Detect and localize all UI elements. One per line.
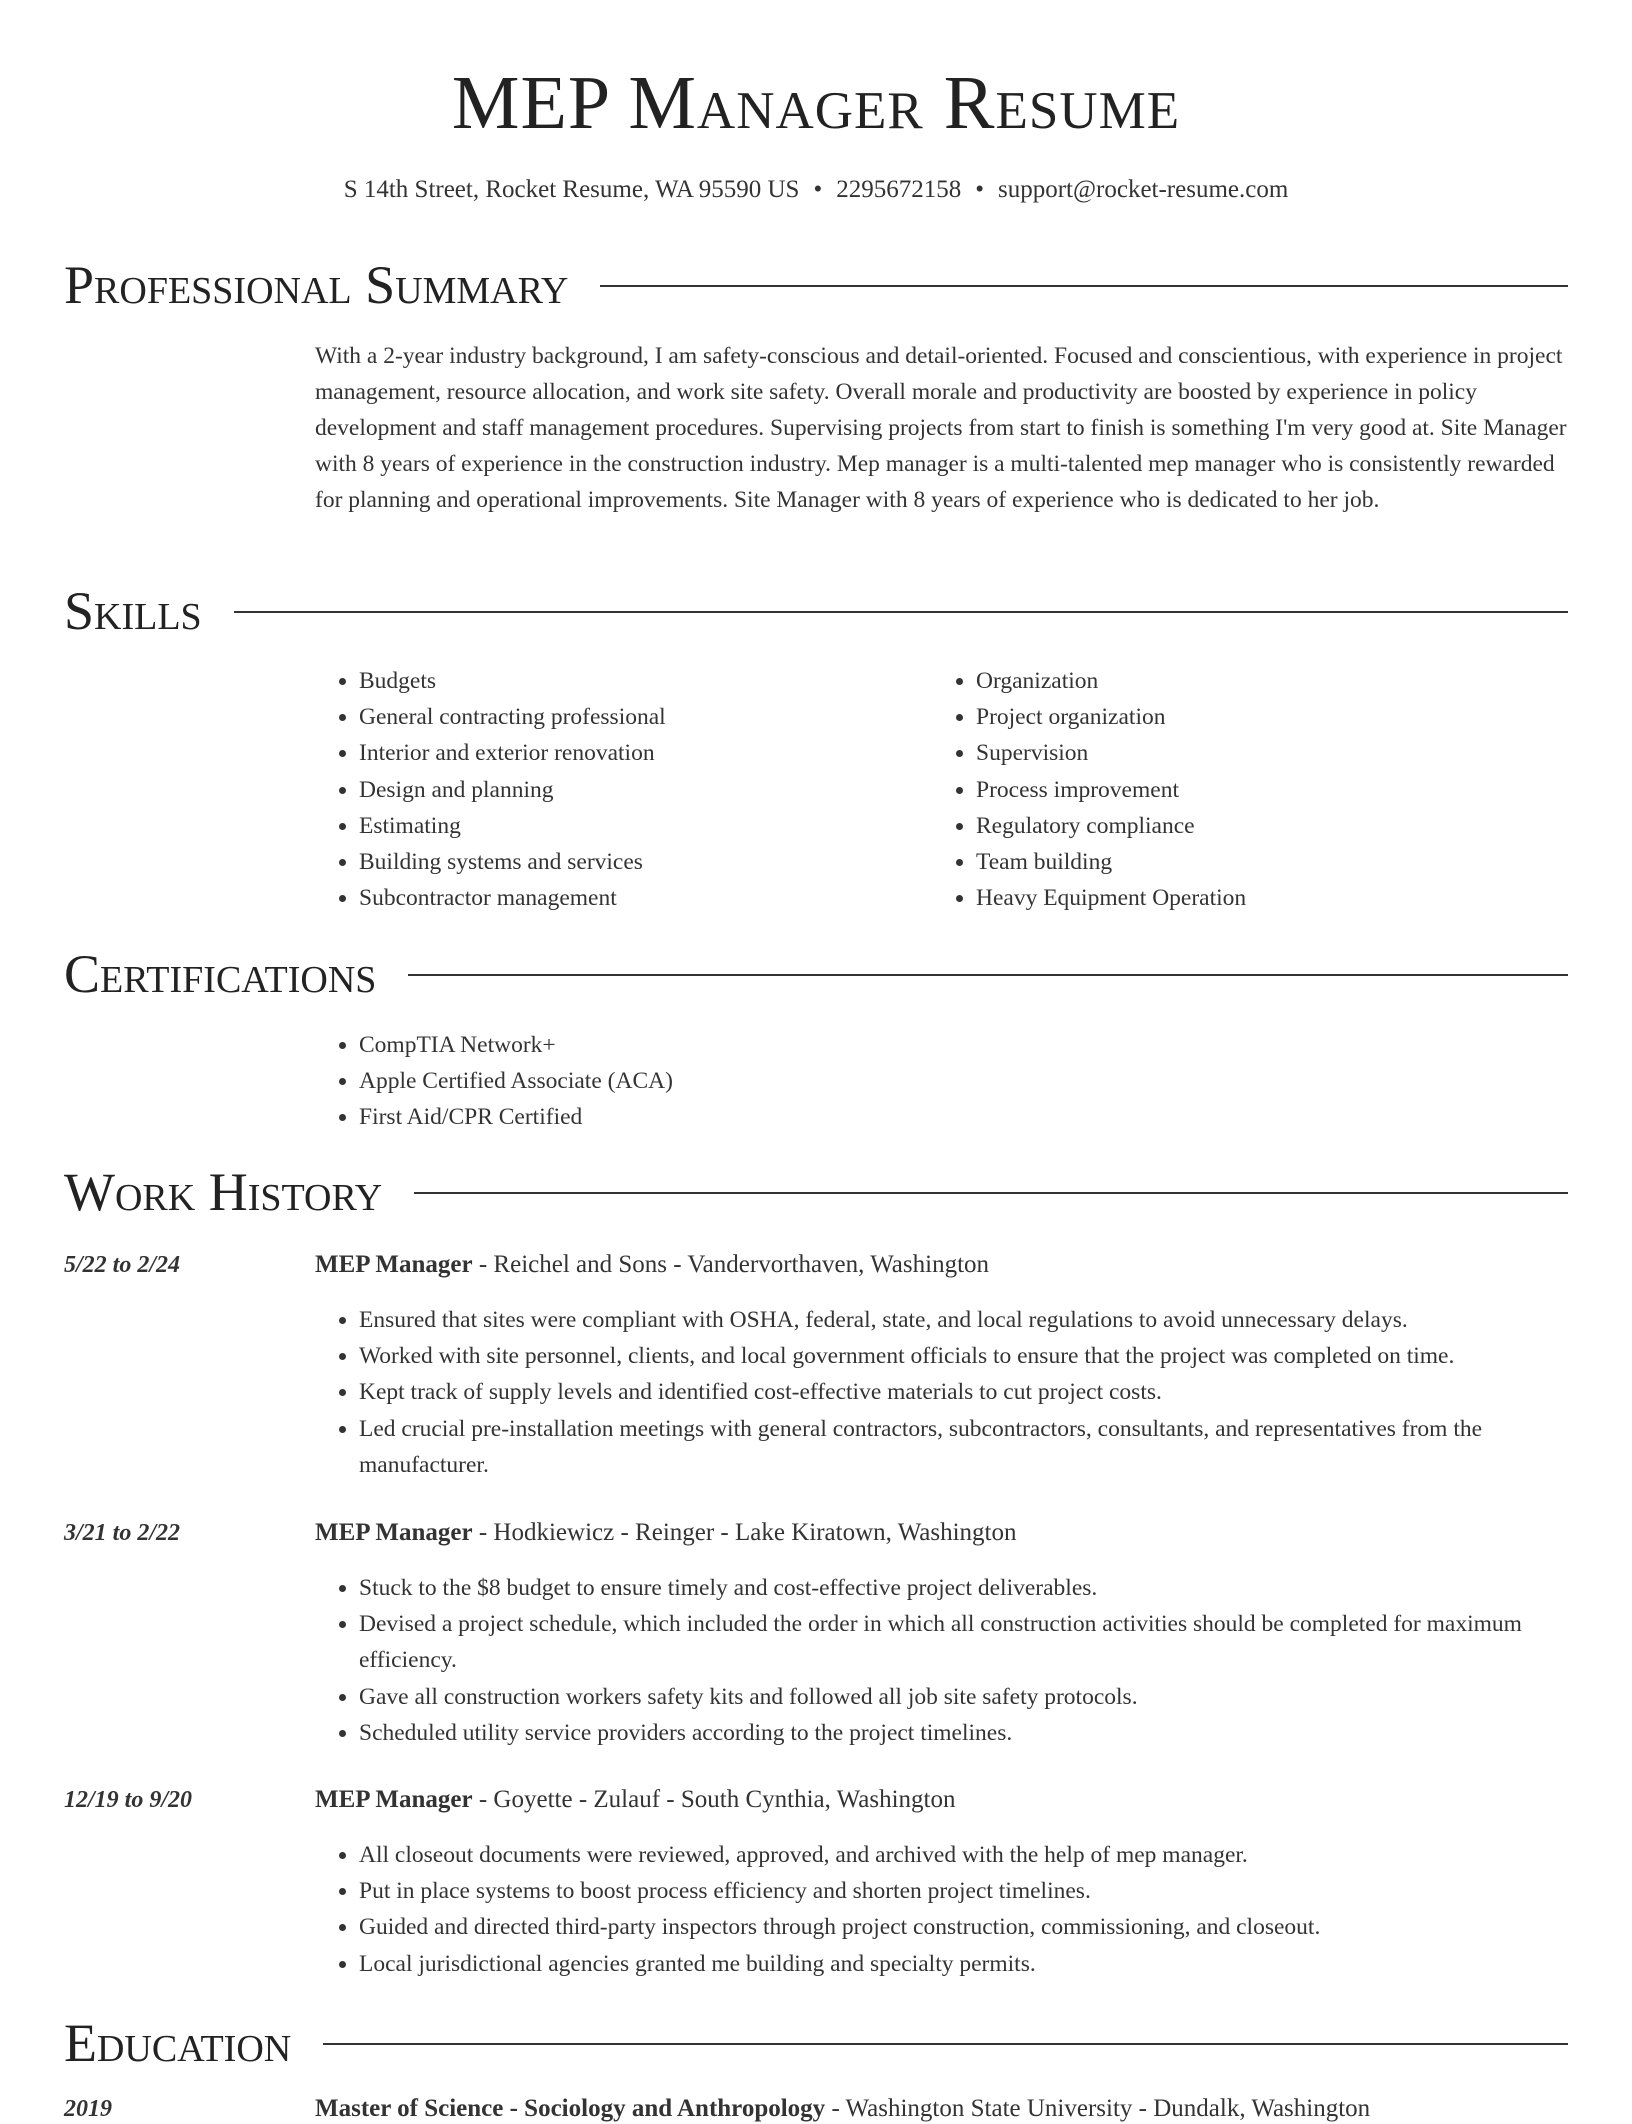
job-title: MEP Manager xyxy=(315,1251,473,1278)
skill-item: • Interior and exterior renovation xyxy=(359,735,915,771)
section-title-summary: Professional Summary xyxy=(64,255,569,315)
skill-item: • Budgets xyxy=(359,663,915,699)
job-duty-item: • Put in place systems to boost process efficiency and shorten project timelines. xyxy=(359,1873,1568,1909)
section-divider xyxy=(408,974,1568,976)
job-title: MEP Manager xyxy=(315,1519,473,1546)
section-title-skills: Skills xyxy=(64,581,202,641)
section-divider xyxy=(414,1192,1568,1194)
job-employer: - Hodkiewicz - Reinger - Lake Kiratown, Washington xyxy=(472,1519,1017,1546)
job-employer: - Goyette - Zulauf - South Cynthia, Washington xyxy=(472,1786,956,1813)
section-divider xyxy=(323,2043,1568,2045)
job-duty-item: • Devised a project schedule, which included the order in which all construction activities should be completed for maximum efficiency. xyxy=(359,1606,1568,1678)
skill-item: • Project organization xyxy=(976,699,1532,735)
section-header-certifications xyxy=(64,943,1568,1005)
section-header-education xyxy=(64,2012,1568,2074)
job-duty-item: • All closeout documents were reviewed, approved, and archived with the help of mep manager. xyxy=(359,1837,1568,1873)
section-divider xyxy=(600,285,1568,287)
contact-address: S 14th Street, Rocket Resume, WA 95590 US xyxy=(343,176,800,203)
summary-text: With a 2-year industry background, I am safety-conscious and detail-oriented. Focused and conscientious, with experience in project management, resource allocation, and work site safety. Overall morale and productivity are boosted by experience in policy development and staff management procedures. Supervising projects from start to finish is something I'm very good at. Site Manager with 8 years of experience in the construction industry. Mep manager is a multi-talented mep manager who is consistently rewarded for planning and operational improvements. Site Manager with 8 years of experience who is dedicated to her job. xyxy=(315,343,1567,513)
section-divider xyxy=(234,611,1568,613)
certification-item: • First Aid/CPR Certified xyxy=(359,1099,673,1135)
skills-list-right xyxy=(932,663,1532,916)
skill-item: • Supervision xyxy=(976,735,1532,771)
resume-title: MEP Manager Resume xyxy=(451,61,1181,145)
skill-item: • Heavy Equipment Operation xyxy=(976,880,1532,916)
job-duties-list xyxy=(315,1302,1568,1483)
job-heading xyxy=(315,1785,955,1815)
skills-column-right xyxy=(932,663,1532,916)
certifications-list xyxy=(315,1027,673,1136)
section-header-skills xyxy=(64,580,1568,642)
job-duties xyxy=(315,1837,1568,1982)
skills-column-left xyxy=(315,663,915,916)
job-heading xyxy=(315,1250,989,1280)
job-duty-item: • Guided and directed third-party inspectors through project construction, commissioning, and closeout. xyxy=(359,1909,1568,1945)
job-duties xyxy=(315,1302,1568,1483)
skills-list-left xyxy=(315,663,915,916)
job-duties-list xyxy=(315,1837,1568,1982)
job-duty-item: • Led crucial pre-installation meetings with general contractors, subcontractors, consultants, and representatives from the manufacturer. xyxy=(359,1411,1568,1483)
certification-item: • CompTIA Network+ xyxy=(359,1027,673,1063)
job-duty-item: • Kept track of supply levels and identified cost-effective materials to cut project costs. xyxy=(359,1374,1568,1410)
job-title: MEP Manager xyxy=(315,1786,473,1813)
skill-item: • Team building xyxy=(976,844,1532,880)
certification-item: • Apple Certified Associate (ACA) xyxy=(359,1063,673,1099)
section-header-work-history xyxy=(64,1161,1568,1223)
skill-item: • Design and planning xyxy=(359,772,915,808)
skill-item: • Process improvement xyxy=(976,772,1532,808)
job-duty-item: • Stuck to the $8 budget to ensure timely and cost-effective project deliverables. xyxy=(359,1570,1568,1606)
skill-item: • Regulatory compliance xyxy=(976,808,1532,844)
education-school: - Washington State University - Dundalk, Washington xyxy=(825,2095,1371,2122)
education-heading xyxy=(315,2094,1370,2124)
education-degree: Master of Science - Sociology and Anthropology xyxy=(315,2095,826,2122)
job-duty-item: • Worked with site personnel, clients, and local government officials to ensure that the project was completed on time. xyxy=(359,1338,1568,1374)
job-duty-item: • Ensured that sites were compliant with OSHA, federal, state, and local regulations to avoid unnecessary delays. xyxy=(359,1302,1568,1338)
education-year: 2019 xyxy=(64,2096,112,2122)
skill-item: • Building systems and services xyxy=(359,844,915,880)
job-dates: 5/22 to 2/24 xyxy=(64,1252,181,1278)
section-title-certifications: Certifications xyxy=(64,944,377,1004)
contact-separator: • xyxy=(813,176,823,203)
job-dates: 3/21 to 2/22 xyxy=(64,1520,181,1546)
contact-separator: • xyxy=(975,176,984,203)
skill-item: • General contracting professional xyxy=(359,699,915,735)
job-duty-item: • Gave all construction workers safety kits and followed all job site safety protocols. xyxy=(359,1679,1568,1715)
skill-item: • Estimating xyxy=(359,808,915,844)
section-title-education: Education xyxy=(64,2013,292,2073)
job-heading xyxy=(315,1518,1017,1548)
job-duties xyxy=(315,1570,1568,1751)
job-duties-list xyxy=(315,1570,1568,1751)
job-duty-item: • Scheduled utility service providers according to the project timelines. xyxy=(359,1715,1568,1751)
skill-item: • Organization xyxy=(976,663,1532,699)
job-duty-item: • Local jurisdictional agencies granted me building and specialty permits. xyxy=(359,1946,1568,1982)
skill-item: • Subcontractor management xyxy=(359,880,915,916)
contact-line xyxy=(0,175,1632,205)
job-employer: - Reichel and Sons - Vandervorthaven, Washington xyxy=(472,1251,990,1278)
contact-phone: 2295672158 xyxy=(836,176,962,203)
job-dates: 12/19 to 9/20 xyxy=(64,1787,193,1813)
certifications-block xyxy=(315,1027,673,1136)
section-header-summary xyxy=(64,254,1568,316)
section-title-work-history: Work History xyxy=(64,1162,383,1222)
contact-email: support@rocket-resume.com xyxy=(998,176,1289,203)
